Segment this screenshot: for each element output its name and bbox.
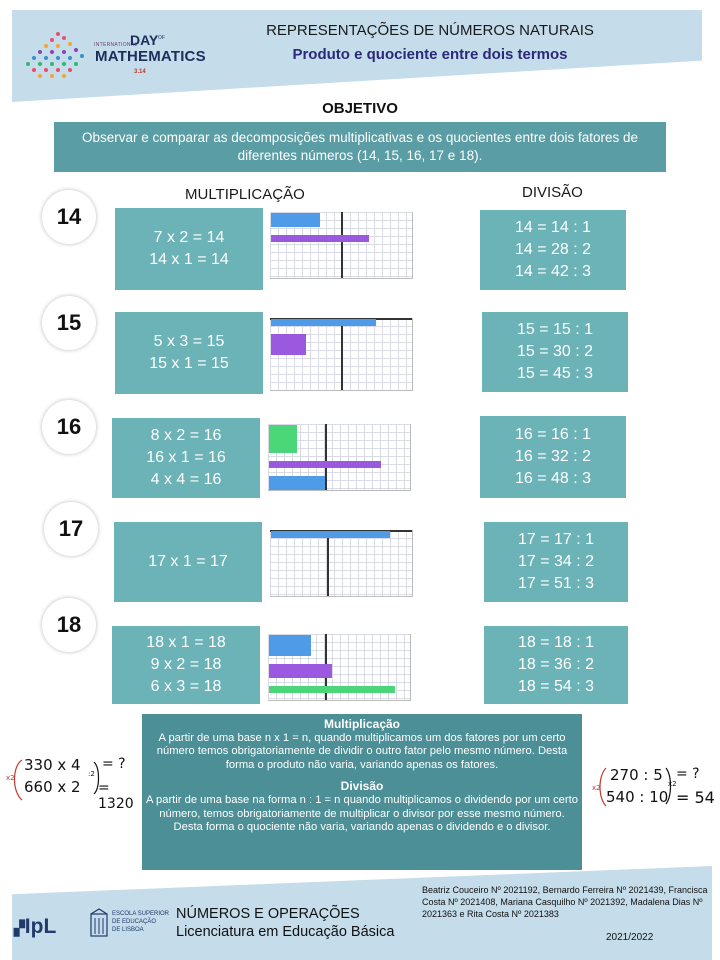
handwritten-mark: x2 [668, 780, 677, 788]
division-explanation-heading: Divisão [340, 779, 384, 794]
number-circle-18: 18 [42, 598, 96, 652]
handwritten-line: 270 : 5 [610, 766, 663, 784]
footer-subtitle: Licenciatura em Educação Básica [176, 924, 395, 940]
logo-dots-graphic [22, 28, 92, 82]
multiplication-box-16 [112, 418, 260, 498]
handwritten-mark: x2 [6, 774, 15, 782]
division-line: 16 = 16 : 1 [514, 426, 592, 443]
division-line: 15 = 30 : 2 [516, 343, 594, 360]
area-bar-14x1 [271, 235, 369, 242]
multiplication-line: 8 x 2 = 16 [150, 427, 222, 444]
division-line: 16 = 48 : 3 [514, 470, 592, 487]
grid-divider [341, 318, 343, 390]
multiplication-line: 17 x 1 = 17 [148, 553, 228, 570]
division-box-17 [484, 522, 628, 602]
multiplication-line: 14 x 1 = 14 [149, 251, 229, 268]
multiplication-line: 6 x 3 = 18 [150, 678, 222, 695]
school-name-line: ESCOLA SUPERIOR [112, 911, 170, 917]
handwritten-multiplication-example [4, 752, 142, 812]
logo-text-pi: 3.14 [134, 69, 146, 75]
number-circle-15: 15 [42, 296, 96, 350]
multiplication-line: 5 x 3 = 15 [153, 333, 225, 350]
handwritten-result: = 54 [676, 788, 715, 807]
bar-grid-16 [268, 424, 411, 491]
division-box-16 [480, 416, 626, 498]
number-circle-16: 16 [42, 400, 96, 454]
grid-divider [325, 424, 327, 490]
division-line: 14 = 28 : 2 [514, 241, 592, 258]
division-line: 18 = 18 : 1 [517, 634, 595, 651]
area-bar-6x3 [269, 635, 311, 656]
area-bar-15x1 [271, 319, 376, 326]
logo-text-day: DAY [130, 32, 159, 48]
multiplication-line: 18 x 1 = 18 [146, 634, 226, 651]
division-box-18 [484, 626, 628, 704]
area-bar-18x1 [269, 686, 395, 693]
division-box-14 [480, 210, 626, 290]
objective-heading: OBJETIVO [322, 100, 398, 117]
page-title: REPRESENTAÇÕES DE NÚMEROS NATURAIS [266, 22, 594, 39]
handwritten-mark: :2 [88, 770, 95, 778]
multiplication-line: 7 x 2 = 14 [153, 229, 225, 246]
objective-text: Observar e comparar as decomposições multiplicativas e os quocientes entre dois fatores de diferentes números (14, 15, 16, 17 e 18). [81, 130, 639, 163]
area-bar-17x1 [271, 531, 390, 538]
academic-year: 2021/2022 [606, 932, 654, 943]
handwritten-division-example [590, 762, 718, 822]
day-of-mathematics-logo [18, 22, 206, 88]
grid-divider [327, 530, 329, 596]
authors-text: Beatriz Couceiro Nº 2021192, Bernardo Ferreira Nº 2021439, Francisca Costa Nº 2021408, Mariana Casquilho Nº 2021392, Madalena Dias Nº 2021363 e Rita Costa Nº 2021383 [422, 885, 708, 919]
division-line: 15 = 45 : 3 [516, 365, 594, 382]
handwritten-line: 540 : 10 [606, 788, 669, 806]
grid-divider [341, 212, 343, 278]
multiplication-explanation-text: A partir de uma base n x 1 = n, quando multiplicamos um dos fatores por um certo número temos obrigatoriamente de dividir o outro fator pelo mesmo número. Desta forma o produto não varia, variando apenas os fatores. [156, 731, 568, 771]
handwritten-result: = 1320 [98, 780, 134, 812]
multiplication-box-14 [115, 208, 263, 290]
multiplication-line: 9 x 2 = 18 [150, 656, 222, 673]
division-line: 18 = 54 : 3 [517, 678, 595, 695]
division-line: 14 = 14 : 1 [514, 219, 592, 236]
multiplication-line: 4 x 4 = 16 [150, 471, 222, 488]
multiplication-explanation-heading: Multiplicação [323, 717, 400, 731]
handwritten-question: = ? [102, 756, 126, 772]
footer-title: NÚMEROS E OPERAÇÕES [176, 906, 360, 922]
logo-text-international: INTERNATIONAL [94, 42, 138, 48]
logo-text-mathematics: MATHEMATICS [95, 48, 206, 65]
division-box-15 [482, 312, 628, 392]
bar-grid-14 [270, 212, 413, 279]
division-line: 14 = 42 : 3 [514, 263, 592, 280]
handwritten-line: 660 x 2 [24, 778, 81, 796]
handwritten-line: 330 x 4 [24, 756, 81, 774]
bar-grid-18 [268, 634, 411, 701]
bar-grid-17 [270, 530, 413, 597]
logo-text-of: OF [158, 35, 165, 41]
division-line: 15 = 15 : 1 [516, 321, 594, 338]
area-bar-4x4 [269, 425, 297, 453]
objective-box [54, 122, 666, 172]
division-column-heading: DIVISÃO [522, 184, 583, 201]
area-bar-7x2 [271, 213, 320, 227]
multiplication-box-18 [112, 626, 260, 704]
division-line: 17 = 17 : 1 [517, 531, 595, 548]
building-icon [90, 908, 108, 938]
division-line: 16 = 32 : 2 [514, 448, 592, 465]
division-explanation-text: A partir de uma base na forma n : 1 = n quando multiplicamos o dividendo por um certo número, temos obrigatoriamente de multiplicar o divisor por esse mesmo número. Desta forma o quociente não varia, variando apenas o dividendo e o divisor. [146, 793, 578, 834]
school-name-line: DE EDUCAÇÃO [112, 919, 157, 925]
multiplication-line: 15 x 1 = 15 [149, 355, 229, 372]
division-line: 18 = 36 : 2 [517, 656, 595, 673]
school-name-line: DE LISBOA [112, 927, 144, 933]
multiplication-column-heading: MULTIPLICAÇÃO [185, 186, 305, 203]
ipl-logo-mark-icon: ▞ [14, 920, 25, 936]
area-bar-5x3 [271, 334, 306, 355]
ipl-logo-text: IpL [24, 915, 57, 938]
handwritten-question: = ? [676, 766, 700, 782]
multiplication-line: 16 x 1 = 16 [146, 449, 226, 466]
area-bar-8x2 [269, 476, 325, 490]
ipl-logo [14, 915, 56, 939]
division-line: 17 = 51 : 3 [517, 575, 595, 592]
explanation-box [142, 714, 582, 870]
area-bar-16x1 [269, 461, 381, 468]
multiplication-box-15 [115, 312, 263, 394]
division-line: 17 = 34 : 2 [517, 553, 595, 570]
number-circle-14: 14 [42, 190, 96, 244]
bar-grid-15 [270, 318, 413, 391]
page-subtitle: Produto e quociente entre dois termos [292, 46, 568, 63]
number-circle-17: 17 [44, 502, 98, 556]
area-bar-9x2 [269, 664, 332, 678]
multiplication-box-17 [114, 522, 262, 602]
handwritten-mark: x2 [592, 784, 601, 792]
ese-lisboa-logo [90, 908, 174, 940]
